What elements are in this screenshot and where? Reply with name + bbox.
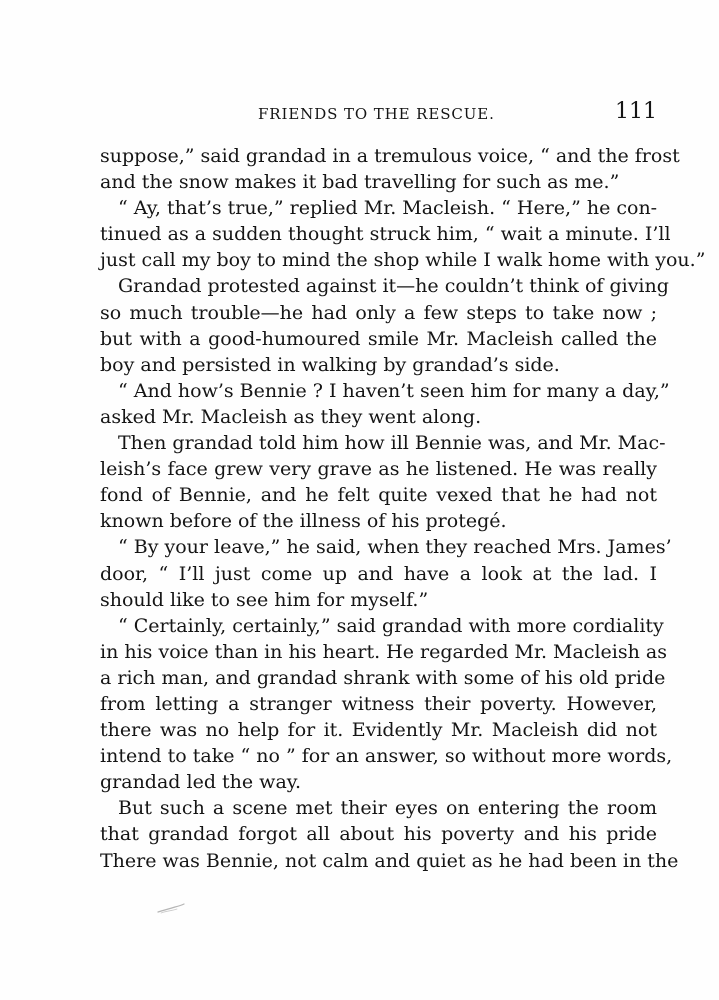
paragraph-first-line: “ And how’s Bennie ? I haven’t seen him for many a day,”	[118, 379, 670, 402]
page-number: 111	[615, 99, 657, 124]
text-line: fond of Bennie, and he felt quite vexed that he had not	[100, 484, 657, 507]
page-text	[100, 143, 706, 874]
paragraph-first-line: “ Ay, that’s true,” replied Mr. Macleish. “ Here,” he con-	[118, 197, 658, 220]
text-line: so much trouble—he had only a few steps to take now ;	[100, 301, 657, 324]
text-line: intend to take “ no ” for an answer, so without more words,	[100, 745, 673, 768]
paragraph-first-line: Grandad protested against it—he couldn’t think of giving	[118, 275, 669, 298]
text-line: leish’s face grew very grave as he listened. He was really	[100, 458, 657, 481]
text-line: just call my boy to mind the shop while I walk home with you.”	[100, 249, 706, 272]
paragraph-first-line: “ By your leave,” he said, when they reached Mrs. James’	[118, 536, 672, 559]
text-line: and the snow makes it bad travelling for such as me.”	[100, 171, 620, 194]
paragraph-first-line: Then grandad told him how ill Bennie was, and Mr. Mac-	[118, 432, 666, 455]
text-line: there was no help for it. Evidently Mr. Macleish did not	[100, 719, 657, 742]
text-line: door, “ I’ll just come up and have a look at the lad. I	[100, 562, 657, 585]
text-line: that grandad forgot all about his poverty and his pride	[100, 823, 657, 846]
text-line: from letting a stranger witness their poverty. However,	[100, 692, 657, 715]
paper-speck-mark	[156, 903, 186, 915]
running-head: FRIENDS TO THE RESCUE.	[258, 105, 495, 123]
text-line: known before of the illness of his protegé.	[100, 510, 507, 533]
paragraph-first-line: But such a scene met their eyes on entering the room	[118, 797, 657, 820]
text-line: suppose,” said grandad in a tremulous voice, “ and the frost	[100, 145, 680, 167]
text-line: but with a good-humoured smile Mr. Macleish called the	[100, 327, 657, 350]
text-line: boy and persisted in walking by grandad’s side.	[100, 353, 560, 376]
text-line: in his voice than in his heart. He regarded Mr. Macleish as	[100, 640, 667, 663]
text-line: should like to see him for myself.”	[100, 588, 429, 611]
page-header	[100, 100, 657, 124]
paragraph-first-line: “ Certainly, certainly,” said grandad with more cordiality	[118, 614, 664, 637]
text-line: grandad led the way.	[100, 771, 302, 794]
text-line: There was Bennie, not calm and quiet as he had been in the	[100, 849, 679, 872]
text-line: tinued as a sudden thought struck him, “ wait a minute. I’ll	[100, 223, 671, 246]
text-line: asked Mr. Macleish as they went along.	[100, 405, 482, 428]
text-line: a rich man, and grandad shrank with some of his old pride	[100, 666, 666, 689]
